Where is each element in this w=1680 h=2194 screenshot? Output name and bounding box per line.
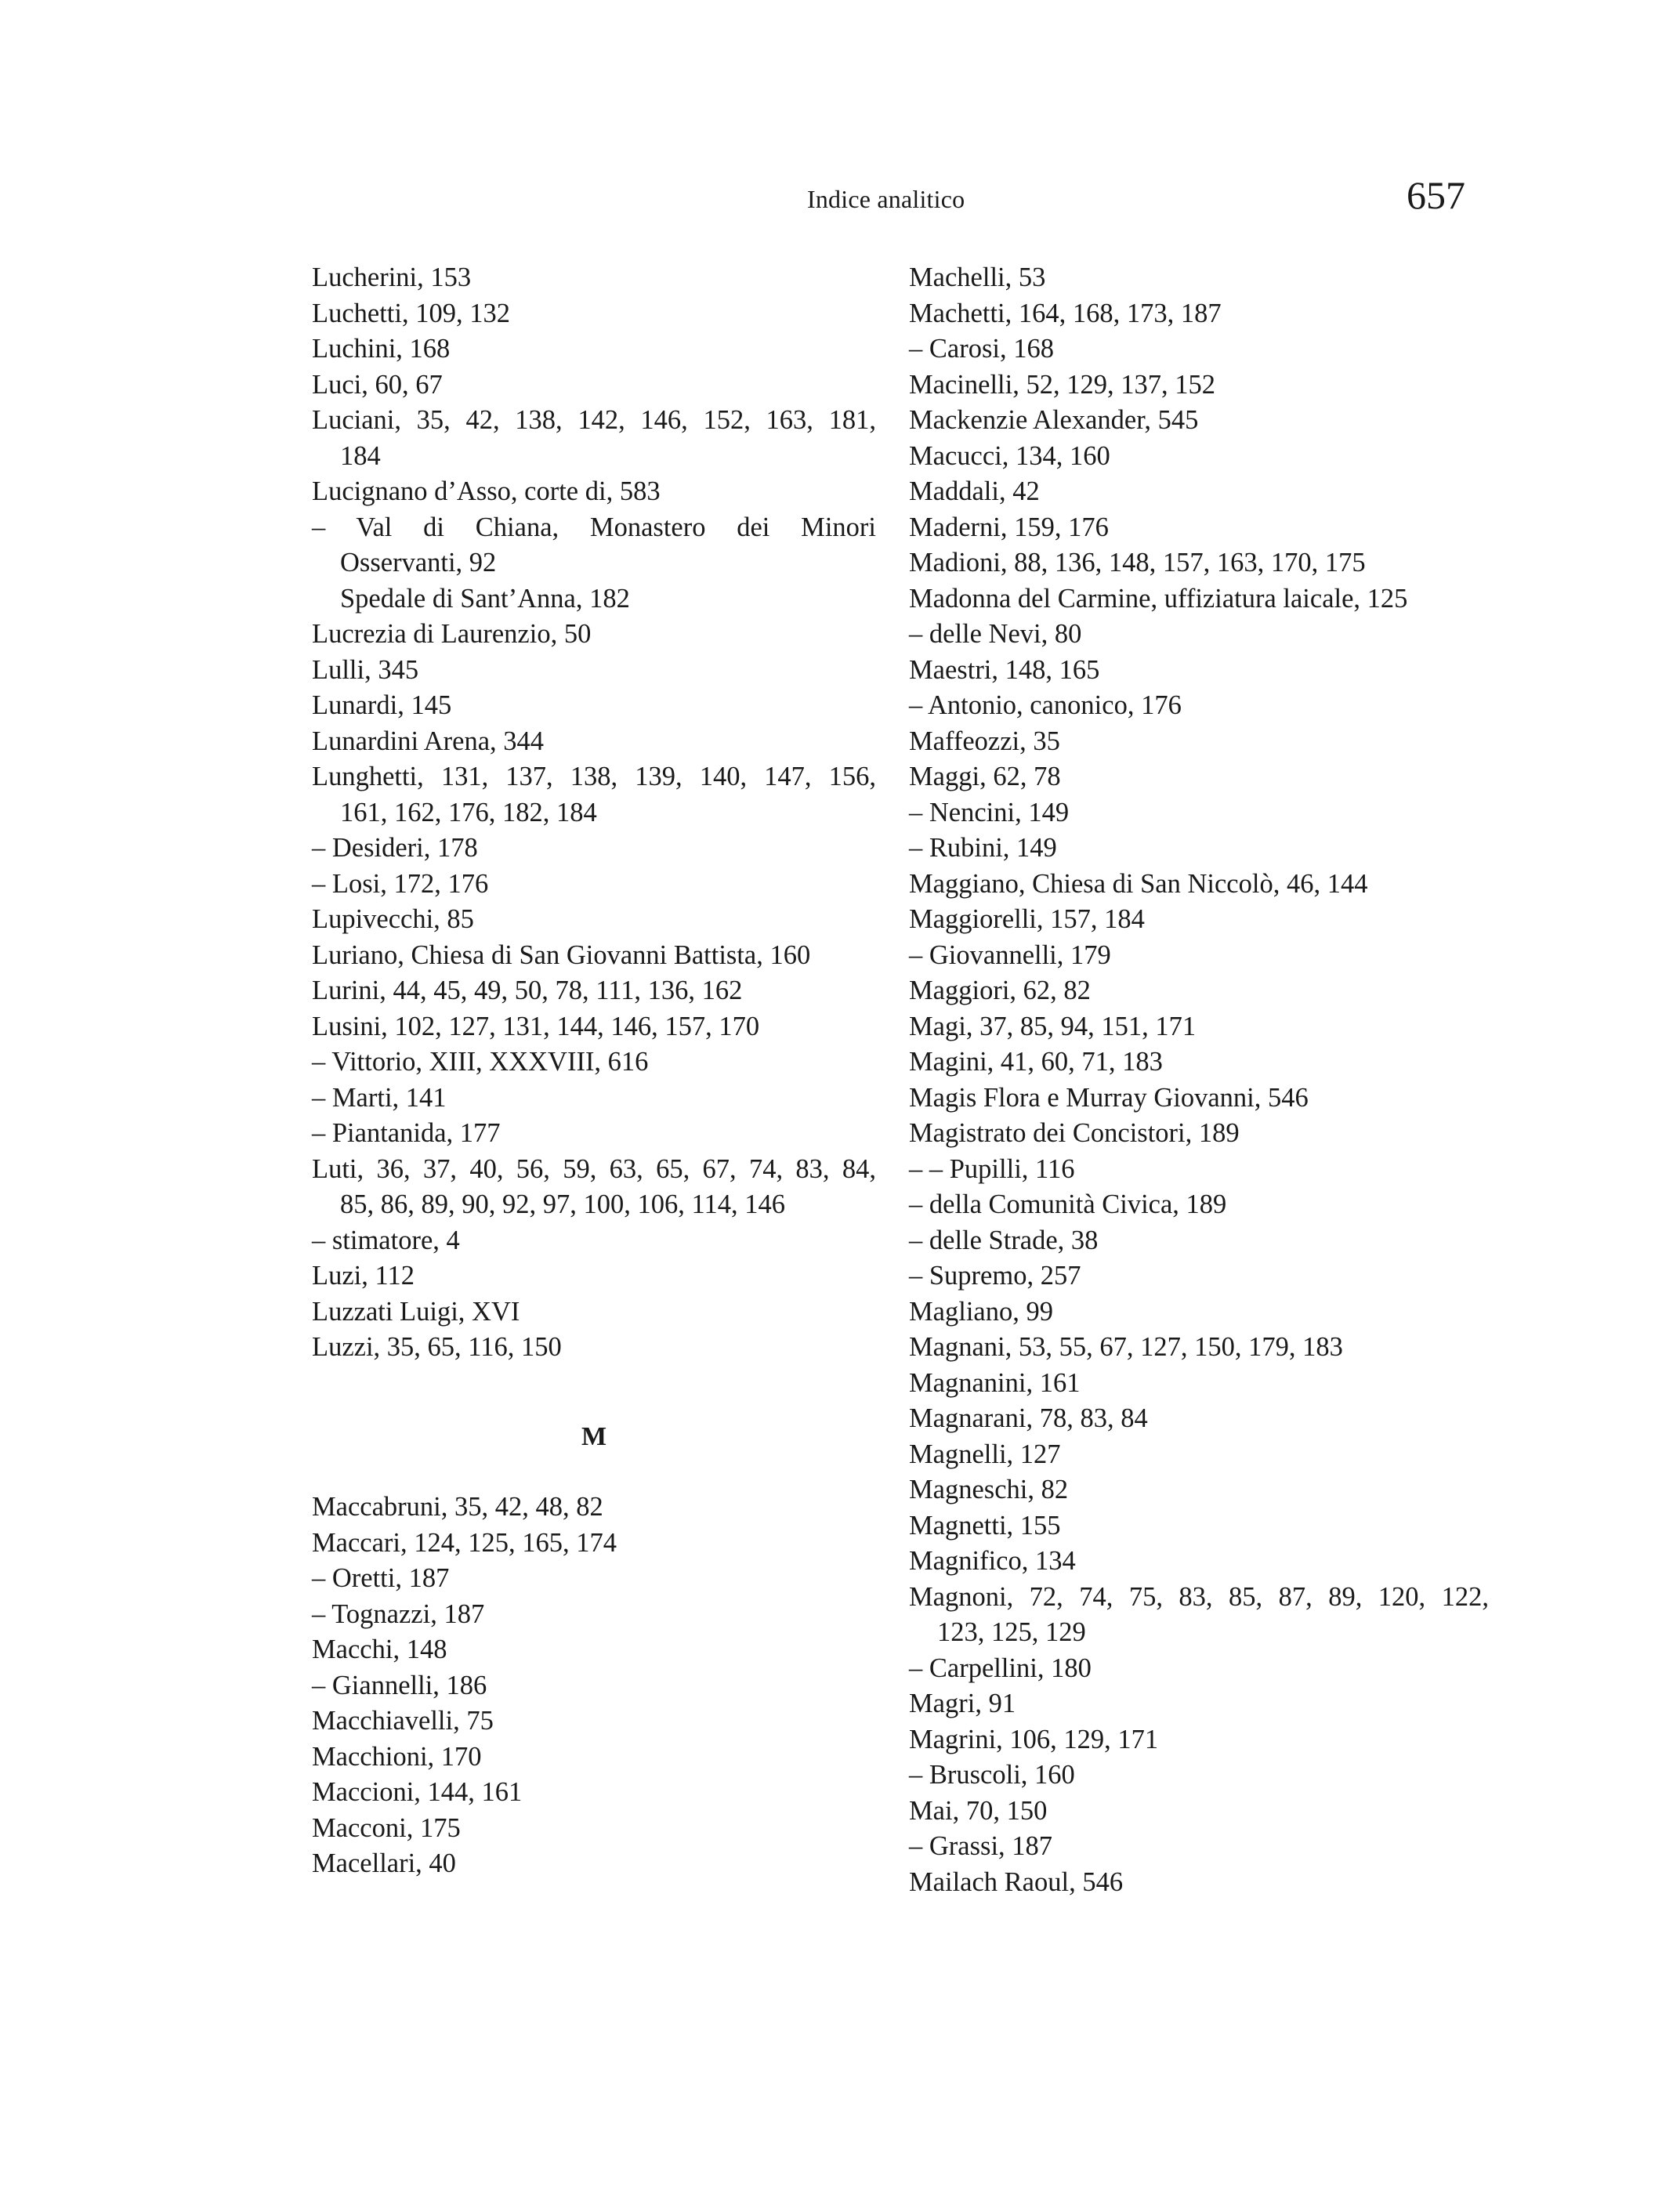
- entry-line: – delle Nevi, 80: [909, 619, 1082, 649]
- index-entry: [312, 581, 876, 617]
- index-entry: [909, 260, 1489, 296]
- index-entry: [312, 938, 876, 974]
- entry-continuation-line: Osservanti, 92: [340, 548, 497, 577]
- index-entry: [909, 439, 1489, 475]
- index-entry: [909, 331, 1489, 367]
- index-entry: [312, 1775, 876, 1811]
- entry-line: – Nencini, 149: [909, 797, 1070, 827]
- entry-line: Lucrezia di Laurenzio, 50: [312, 619, 592, 649]
- index-entry: [909, 1508, 1489, 1544]
- index-entry: [909, 1651, 1489, 1687]
- index-entry: [909, 938, 1489, 974]
- entry-line: Maccioni, 144, 161: [312, 1777, 523, 1807]
- index-entry: [909, 1437, 1489, 1473]
- index-entry: [312, 653, 876, 689]
- index-entry: [909, 1544, 1489, 1580]
- index-entry: [312, 1703, 876, 1740]
- index-entry: [909, 1223, 1489, 1259]
- index-entry: [909, 653, 1489, 689]
- entry-line: – Giannelli, 186: [312, 1670, 487, 1700]
- entry-line: Magri, 91: [909, 1689, 1016, 1718]
- entry-line: Magis Flora e Murray Giovanni, 546: [909, 1082, 1309, 1113]
- entry-line: – Antonio, canonico, 176: [909, 690, 1182, 720]
- entry-line: Luchetti, 109, 132: [312, 298, 510, 328]
- entry-line: Machelli, 53: [909, 262, 1046, 292]
- index-entry: [909, 867, 1489, 903]
- index-entry: [909, 1330, 1489, 1366]
- entry-line: Magnanini, 161: [909, 1367, 1081, 1398]
- entry-line: Lupivecchi, 85: [312, 904, 474, 934]
- index-entry: [312, 1632, 876, 1668]
- index-entry: [909, 617, 1489, 653]
- index-entry: [909, 1116, 1489, 1152]
- index-entry: [312, 1490, 876, 1526]
- index-entry: [312, 1294, 876, 1331]
- entry-line: Lucignano d’Asso, corte di, 583: [312, 476, 661, 506]
- entry-line: Macchiavelli, 75: [312, 1706, 494, 1736]
- index-entry: [312, 1846, 876, 1882]
- left-entries-before-section: [312, 260, 876, 1366]
- entry-line: Machetti, 164, 168, 173, 187: [909, 298, 1222, 328]
- entry-line: Maderni, 159, 176: [909, 512, 1109, 542]
- entry-line: Macinelli, 52, 129, 137, 152: [909, 369, 1215, 400]
- index-entry: [312, 1258, 876, 1294]
- index-entry: [909, 1081, 1489, 1117]
- entry-line: – Carpellini, 180: [909, 1653, 1092, 1683]
- entry-line: Maggiano, Chiesa di San Niccolò, 46, 144: [909, 868, 1368, 899]
- entry-line: Mailach Raoul, 546: [909, 1866, 1124, 1897]
- entry-line: Lunghetti, 131, 137, 138, 139, 140, 147, 156,: [312, 762, 876, 791]
- index-entry: [312, 1561, 876, 1597]
- entry-line: – Giovannelli, 179: [909, 940, 1111, 970]
- entry-line: Magnarani, 78, 83, 84: [909, 1403, 1148, 1433]
- index-entry: [312, 1223, 876, 1259]
- index-entry: [909, 1401, 1489, 1437]
- right-column: [909, 260, 1489, 1900]
- index-entry: [909, 1187, 1489, 1223]
- index-entry: [909, 902, 1489, 938]
- entry-line: Mai, 70, 150: [909, 1795, 1048, 1826]
- index-entry: [312, 1009, 876, 1045]
- entry-line: Lusini, 102, 127, 131, 144, 146, 157, 170: [312, 1011, 760, 1041]
- entry-line: – Piantanida, 177: [312, 1118, 501, 1148]
- entry-continuation-line: 161, 162, 176, 182, 184: [340, 797, 597, 827]
- entry-line: Madioni, 88, 136, 148, 157, 163, 170, 175: [909, 548, 1366, 577]
- entry-line: Maddali, 42: [909, 476, 1040, 506]
- entry-line: – Supremo, 257: [909, 1261, 1081, 1291]
- entry-line: Maccabruni, 35, 42, 48, 82: [312, 1492, 603, 1522]
- index-entry: [909, 973, 1489, 1009]
- index-entry: [312, 474, 876, 510]
- index-entry: [312, 403, 876, 474]
- entry-line: Luriano, Chiesa di San Giovanni Battista, 160: [312, 940, 811, 970]
- index-entry: [909, 1686, 1489, 1722]
- index-entry: [909, 688, 1489, 724]
- entry-line: Madonna del Carmine, uffiziatura laicale, 125: [909, 583, 1408, 614]
- index-entry: [312, 617, 876, 653]
- entry-line: Luzzati Luigi, XVI: [312, 1296, 520, 1327]
- index-entry: [909, 474, 1489, 510]
- right-entries: [909, 260, 1489, 1900]
- index-entry: [312, 260, 876, 296]
- entry-line: – delle Strade, 38: [909, 1225, 1099, 1255]
- index-entry: [909, 1472, 1489, 1508]
- entry-line: Magrini, 106, 129, 171: [909, 1724, 1159, 1754]
- entry-line: Maggiori, 62, 82: [909, 976, 1091, 1005]
- index-entry: [312, 1668, 876, 1704]
- entry-line: – della Comunità Civica, 189: [909, 1189, 1227, 1219]
- index-entry: [312, 1045, 876, 1081]
- index-entry: [909, 831, 1489, 867]
- index-entry: [909, 296, 1489, 332]
- index-entry: [909, 1829, 1489, 1865]
- index-entry: [909, 1722, 1489, 1758]
- entry-line: – Grassi, 187: [909, 1831, 1053, 1861]
- entry-line: – Desideri, 178: [312, 833, 478, 863]
- index-entry: [312, 688, 876, 724]
- entry-line: Lunardini Arena, 344: [312, 726, 545, 756]
- index-entry: [312, 367, 876, 404]
- entry-line: – – Pupilli, 116: [909, 1153, 1075, 1184]
- entry-continuation-line: 123, 125, 129: [937, 1617, 1086, 1647]
- entry-continuation-line: 85, 86, 89, 90, 92, 97, 100, 106, 114, 146: [340, 1189, 785, 1219]
- index-entry: [312, 759, 876, 831]
- index-entry: [312, 724, 876, 760]
- running-title: Indice analitico: [807, 185, 965, 213]
- index-entry: [312, 1526, 876, 1562]
- entry-line: Magliano, 99: [909, 1296, 1053, 1327]
- left-entries-after-section: [312, 1490, 876, 1882]
- index-entry: [909, 1580, 1489, 1651]
- index-entry: [312, 510, 876, 581]
- left-column: [312, 260, 876, 1882]
- entry-line: Macellari, 40: [312, 1848, 456, 1878]
- index-entry: [909, 581, 1489, 617]
- entry-line: Mackenzie Alexander, 545: [909, 405, 1199, 435]
- index-entry: [312, 331, 876, 367]
- entry-line: Macchioni, 170: [312, 1741, 482, 1772]
- index-entry: [312, 1740, 876, 1776]
- index-entry: [909, 510, 1489, 546]
- entry-line: Luti, 36, 37, 40, 56, 59, 63, 65, 67, 74, 83, 84,: [312, 1153, 876, 1184]
- entry-line: – Bruscoli, 160: [909, 1760, 1075, 1790]
- entry-continuation-line: 184: [340, 440, 381, 471]
- entry-line: – Val di Chiana, Monastero dei Minori: [312, 512, 876, 542]
- entry-line: Magnelli, 127: [909, 1439, 1061, 1469]
- index-entry: [312, 1116, 876, 1152]
- index-entry: [909, 1045, 1489, 1081]
- entry-line: – Oretti, 187: [312, 1563, 450, 1593]
- index-entry: [312, 867, 876, 903]
- entry-line: Magnoni, 72, 74, 75, 83, 85, 87, 89, 120, 122,: [909, 1581, 1489, 1612]
- entry-line: Magnetti, 155: [909, 1510, 1061, 1541]
- index-entry: [909, 1152, 1489, 1188]
- entry-line: Magini, 41, 60, 71, 183: [909, 1047, 1163, 1077]
- entry-line: Maggiorelli, 157, 184: [909, 904, 1145, 934]
- entry-line: Luzi, 112: [312, 1261, 415, 1291]
- index-entry: [909, 403, 1489, 439]
- entry-line: Macucci, 134, 160: [909, 440, 1110, 471]
- entry-line: Luciani, 35, 42, 138, 142, 146, 152, 163, 181,: [312, 405, 876, 435]
- entry-line: – Tognazzi, 187: [312, 1598, 485, 1629]
- index-entry: [312, 902, 876, 938]
- entry-line: Maggi, 62, 78: [909, 762, 1061, 791]
- entry-line: Lulli, 345: [312, 654, 419, 685]
- index-entry: [312, 1597, 876, 1633]
- index-entry: [909, 759, 1489, 795]
- entry-line: – Carosi, 168: [909, 334, 1054, 364]
- entry-line: Macconi, 175: [312, 1812, 461, 1843]
- index-entry: [909, 724, 1489, 760]
- entry-line: – Vittorio, XIII, XXXVIII, 616: [312, 1047, 649, 1077]
- entry-line: Spedale di Sant’Anna, 182: [340, 583, 630, 614]
- entry-line: Macchi, 148: [312, 1635, 447, 1664]
- entry-line: Lurini, 44, 45, 49, 50, 78, 111, 136, 162: [312, 976, 743, 1005]
- entry-line: Magistrato dei Concistori, 189: [909, 1118, 1240, 1148]
- index-entry: [909, 1794, 1489, 1830]
- entry-line: Luchini, 168: [312, 334, 451, 364]
- index-entry: [909, 1294, 1489, 1331]
- entry-line: – Marti, 141: [312, 1082, 447, 1113]
- entry-line: – Losi, 172, 176: [312, 868, 489, 899]
- entry-line: Magneschi, 82: [909, 1475, 1069, 1504]
- index-entry: [909, 1366, 1489, 1402]
- entry-line: Luci, 60, 67: [312, 369, 443, 400]
- index-entry: [909, 795, 1489, 831]
- index-entry: [312, 1152, 876, 1223]
- index-entry: [909, 1865, 1489, 1901]
- index-entry: [312, 831, 876, 867]
- section-letter: M: [581, 1421, 607, 1451]
- index-entry: [909, 367, 1489, 404]
- entry-line: Lunardi, 145: [312, 690, 452, 720]
- index-entry: [909, 1258, 1489, 1294]
- index-entry: [909, 1758, 1489, 1794]
- index-entry: [312, 1081, 876, 1117]
- index-entry: [312, 973, 876, 1009]
- entry-line: Maestri, 148, 165: [909, 654, 1100, 685]
- entry-line: Maccari, 124, 125, 165, 174: [312, 1527, 617, 1558]
- entry-line: Magnani, 53, 55, 67, 127, 150, 179, 183: [909, 1332, 1343, 1362]
- entry-line: Lucherini, 153: [312, 262, 472, 292]
- index-entry: [312, 296, 876, 332]
- entry-line: – stimatore, 4: [312, 1225, 460, 1255]
- entry-line: Maffeozzi, 35: [909, 726, 1060, 756]
- index-entry: [909, 1009, 1489, 1045]
- entry-line: Magnifico, 134: [909, 1546, 1076, 1576]
- index-entry: [312, 1330, 876, 1366]
- index-entry: [312, 1811, 876, 1847]
- entry-line: Magi, 37, 85, 94, 151, 171: [909, 1011, 1197, 1041]
- entry-line: Luzzi, 35, 65, 116, 150: [312, 1332, 562, 1362]
- entry-line: – Rubini, 149: [909, 833, 1057, 863]
- page-number: 657: [1407, 173, 1465, 217]
- index-entry: [909, 545, 1489, 581]
